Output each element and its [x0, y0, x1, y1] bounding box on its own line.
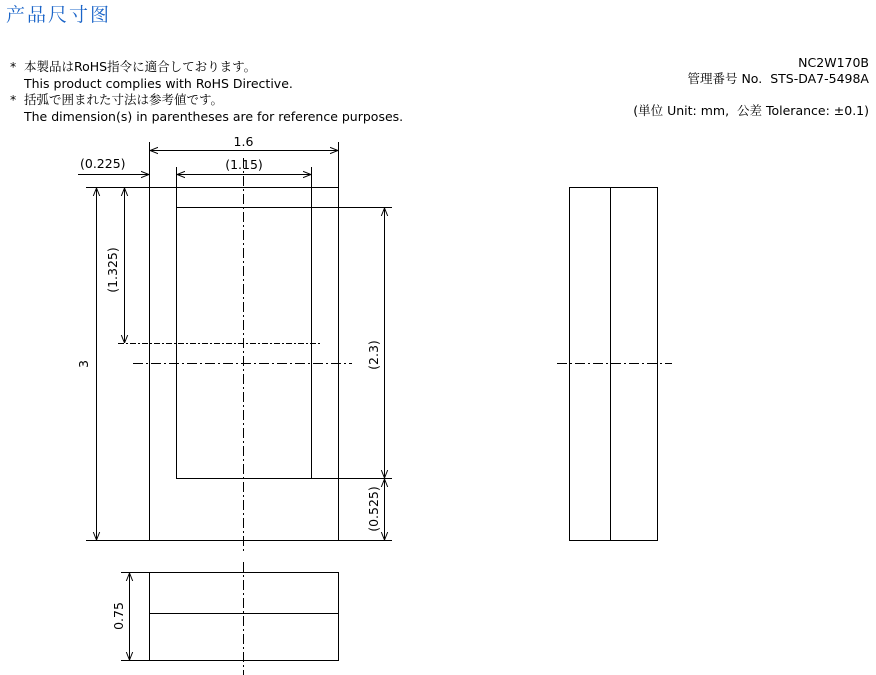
length-dimension-label: 3 — [76, 360, 91, 368]
note-asterisk: * — [10, 92, 17, 107]
bottom-offset-dimension-label: (0.525) — [366, 486, 381, 532]
electrode-margin-dimension-label: (0.225) — [80, 156, 126, 171]
width-dimension-label: 1.6 — [233, 134, 254, 149]
note-reference-english: The dimension(s) in parentheses are for reference purposes. — [24, 108, 404, 124]
top-offset-dimension-label: (1.325) — [105, 247, 120, 293]
thickness-dimension-label: 0.75 — [111, 602, 126, 630]
part-number: NC2W170B — [798, 55, 869, 70]
electrode-gap-dimension-label: (1.15) — [225, 157, 263, 172]
note-asterisk: * — [10, 59, 17, 74]
note-rohs-english: This product complies with RoHS Directive. — [24, 75, 293, 91]
control-number-label: 管理番号 No. — [687, 71, 763, 86]
note-reference-japanese: 括弧で囲まれた寸法は参考値です。 — [24, 92, 224, 107]
tolerance-note: (単位 Unit: mm, 公差 Tolerance: ±0.1) — [633, 103, 869, 118]
note-rohs-japanese: 本製品はRoHS指令に適合しております。 — [24, 59, 257, 74]
page-title: 产品尺寸图 — [6, 4, 112, 26]
inner-length-dimension-label: (2.3) — [366, 340, 381, 370]
control-number: STS-DA7-5498A — [770, 71, 869, 86]
